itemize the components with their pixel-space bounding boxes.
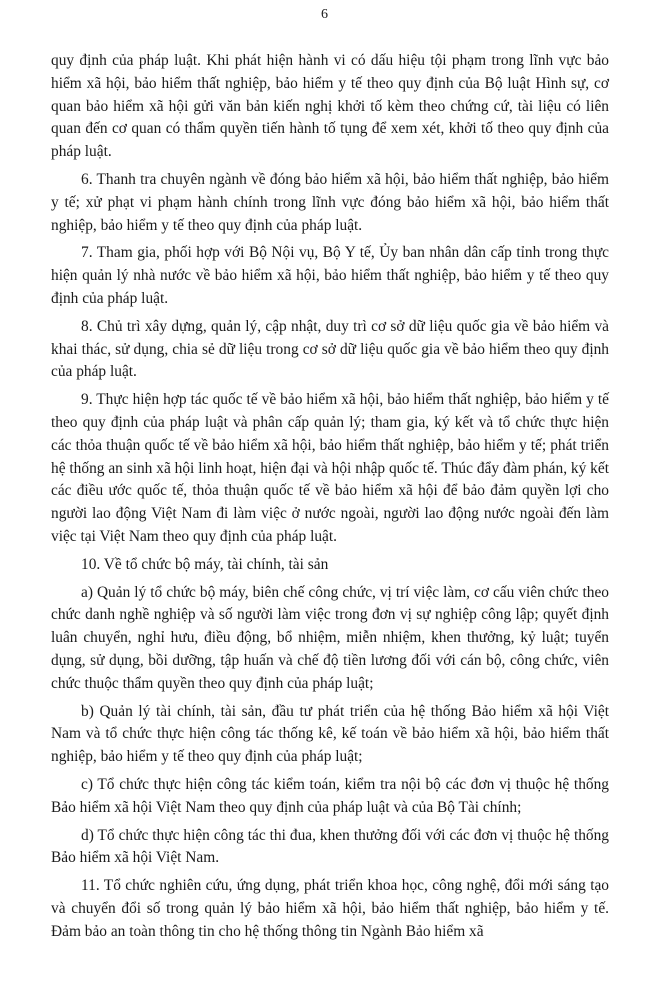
paragraph-item-10d: d) Tổ chức thực hiện công tác thi đua, khen thưởng đối với các đơn vị thuộc hệ thống Bảo hiểm xã hội Việt Nam. bbox=[51, 826, 609, 867]
paragraph-item-10c: c) Tổ chức thực hiện công tác kiểm toán, kiểm tra nội bộ các đơn vị thuộc hệ thống Bảo hiểm xã hội Việt Nam theo quy định của pháp luật và của Bộ Tài chính; bbox=[51, 775, 609, 816]
paragraph-item-9: 9. Thực hiện hợp tác quốc tế về bảo hiểm xã hội, bảo hiểm thất nghiệp, bảo hiểm y tế theo quy định của pháp luật và phân cấp quản lý; tham gia, ký kết và tổ chức thực hiện các thỏa thuận quốc tế về bảo hiểm xã hội, bảo hiểm thất nghiệp, bảo hiểm y tế; phát triển hệ thống an sinh xã hội linh hoạt, hiện đại và hội nhập quốc tế. Thúc đẩy đàm phán, ký kết các điều ước quốc tế, thỏa thuận quốc tế về bảo hiểm xã hội để bảo đảm quyền lợi cho người lao động Việt Nam đi làm việc ở nước ngoài, người lao động nước ngoài đến làm việc tại Việt Nam theo quy định của pháp luật. bbox=[51, 391, 609, 545]
paragraph-item-10a: a) Quản lý tổ chức bộ máy, biên chế công chức, vị trí việc làm, cơ cấu viên chức theo chức danh nghề nghiệp và số người làm việc trong đơn vị sự nghiệp công lập; quyết định luân chuyển, nghỉ hưu, điều động, bổ nhiệm, miễn nhiệm, khen thưởng, kỷ luật; tuyển dụng, sử dụng, bồi dưỡng, tập huấn và chế độ tiền lương đối với cán bộ, công chức, viên chức thuộc thẩm quyền theo quy định của pháp luật; bbox=[51, 583, 609, 692]
paragraph-item-6: 6. Thanh tra chuyên ngành về đóng bảo hiểm xã hội, bảo hiểm thất nghiệp, bảo hiểm y tế; xử phạt vi phạm hành chính trong lĩnh vực đóng bảo hiểm xã hội, bảo hiểm thất nghiệp, bảo hiểm y tế theo quy định của pháp luật. bbox=[51, 170, 609, 234]
paragraph-continuation: quy định của pháp luật. Khi phát hiện hành vi có dấu hiệu tội phạm trong lĩnh vực bảo hiểm xã hội, bảo hiểm thất nghiệp, bảo hiểm y tế theo quy định của Bộ luật Hình sự, cơ quan bảo hiểm xã hội gửi văn bản kiến nghị khởi tố kèm theo chứng cứ, tài liệu có liên quan đến cơ quan có thẩm quyền tiến hành tố tụng để xem xét, khởi tố theo quy định của pháp luật. bbox=[51, 52, 609, 161]
page-number: 6 bbox=[321, 7, 328, 22]
paragraph-item-8: 8. Chủ trì xây dựng, quản lý, cập nhật, duy trì cơ sở dữ liệu quốc gia về bảo hiểm và khai thác, sử dụng, chia sẻ dữ liệu trong cơ sở dữ liệu quốc gia về bảo hiểm theo quy định của pháp luật. bbox=[51, 317, 609, 381]
paragraph-item-10b: b) Quản lý tài chính, tài sản, đầu tư phát triển của hệ thống Bảo hiểm xã hội Việt Nam và tổ chức thực hiện công tác thống kê, kế toán về bảo hiểm xã hội, bảo hiểm thất nghiệp, bảo hiểm y tế theo quy định của pháp luật; bbox=[51, 702, 609, 766]
paragraph-item-7: 7. Tham gia, phối hợp với Bộ Nội vụ, Bộ Y tế, Ủy ban nhân dân cấp tỉnh trong thực hiện quản lý nhà nước về bảo hiểm xã hội, bảo hiểm thất nghiệp, bảo hiểm y tế theo quy định của pháp luật. bbox=[51, 244, 609, 307]
paragraph-item-11: 11. Tổ chức nghiên cứu, ứng dụng, phát triển khoa học, công nghệ, đổi mới sáng tạo và chuyển đổi số trong quản lý bảo hiểm xã hội, bảo hiểm thất nghiệp, bảo hiểm y tế. Đảm bảo an toàn thông tin cho hệ thống thông tin Ngành Bảo hiểm xã bbox=[51, 877, 609, 940]
paragraph-item-10: 10. Về tổ chức bộ máy, tài chính, tài sản bbox=[81, 555, 329, 573]
document-body bbox=[51, 50, 609, 948]
